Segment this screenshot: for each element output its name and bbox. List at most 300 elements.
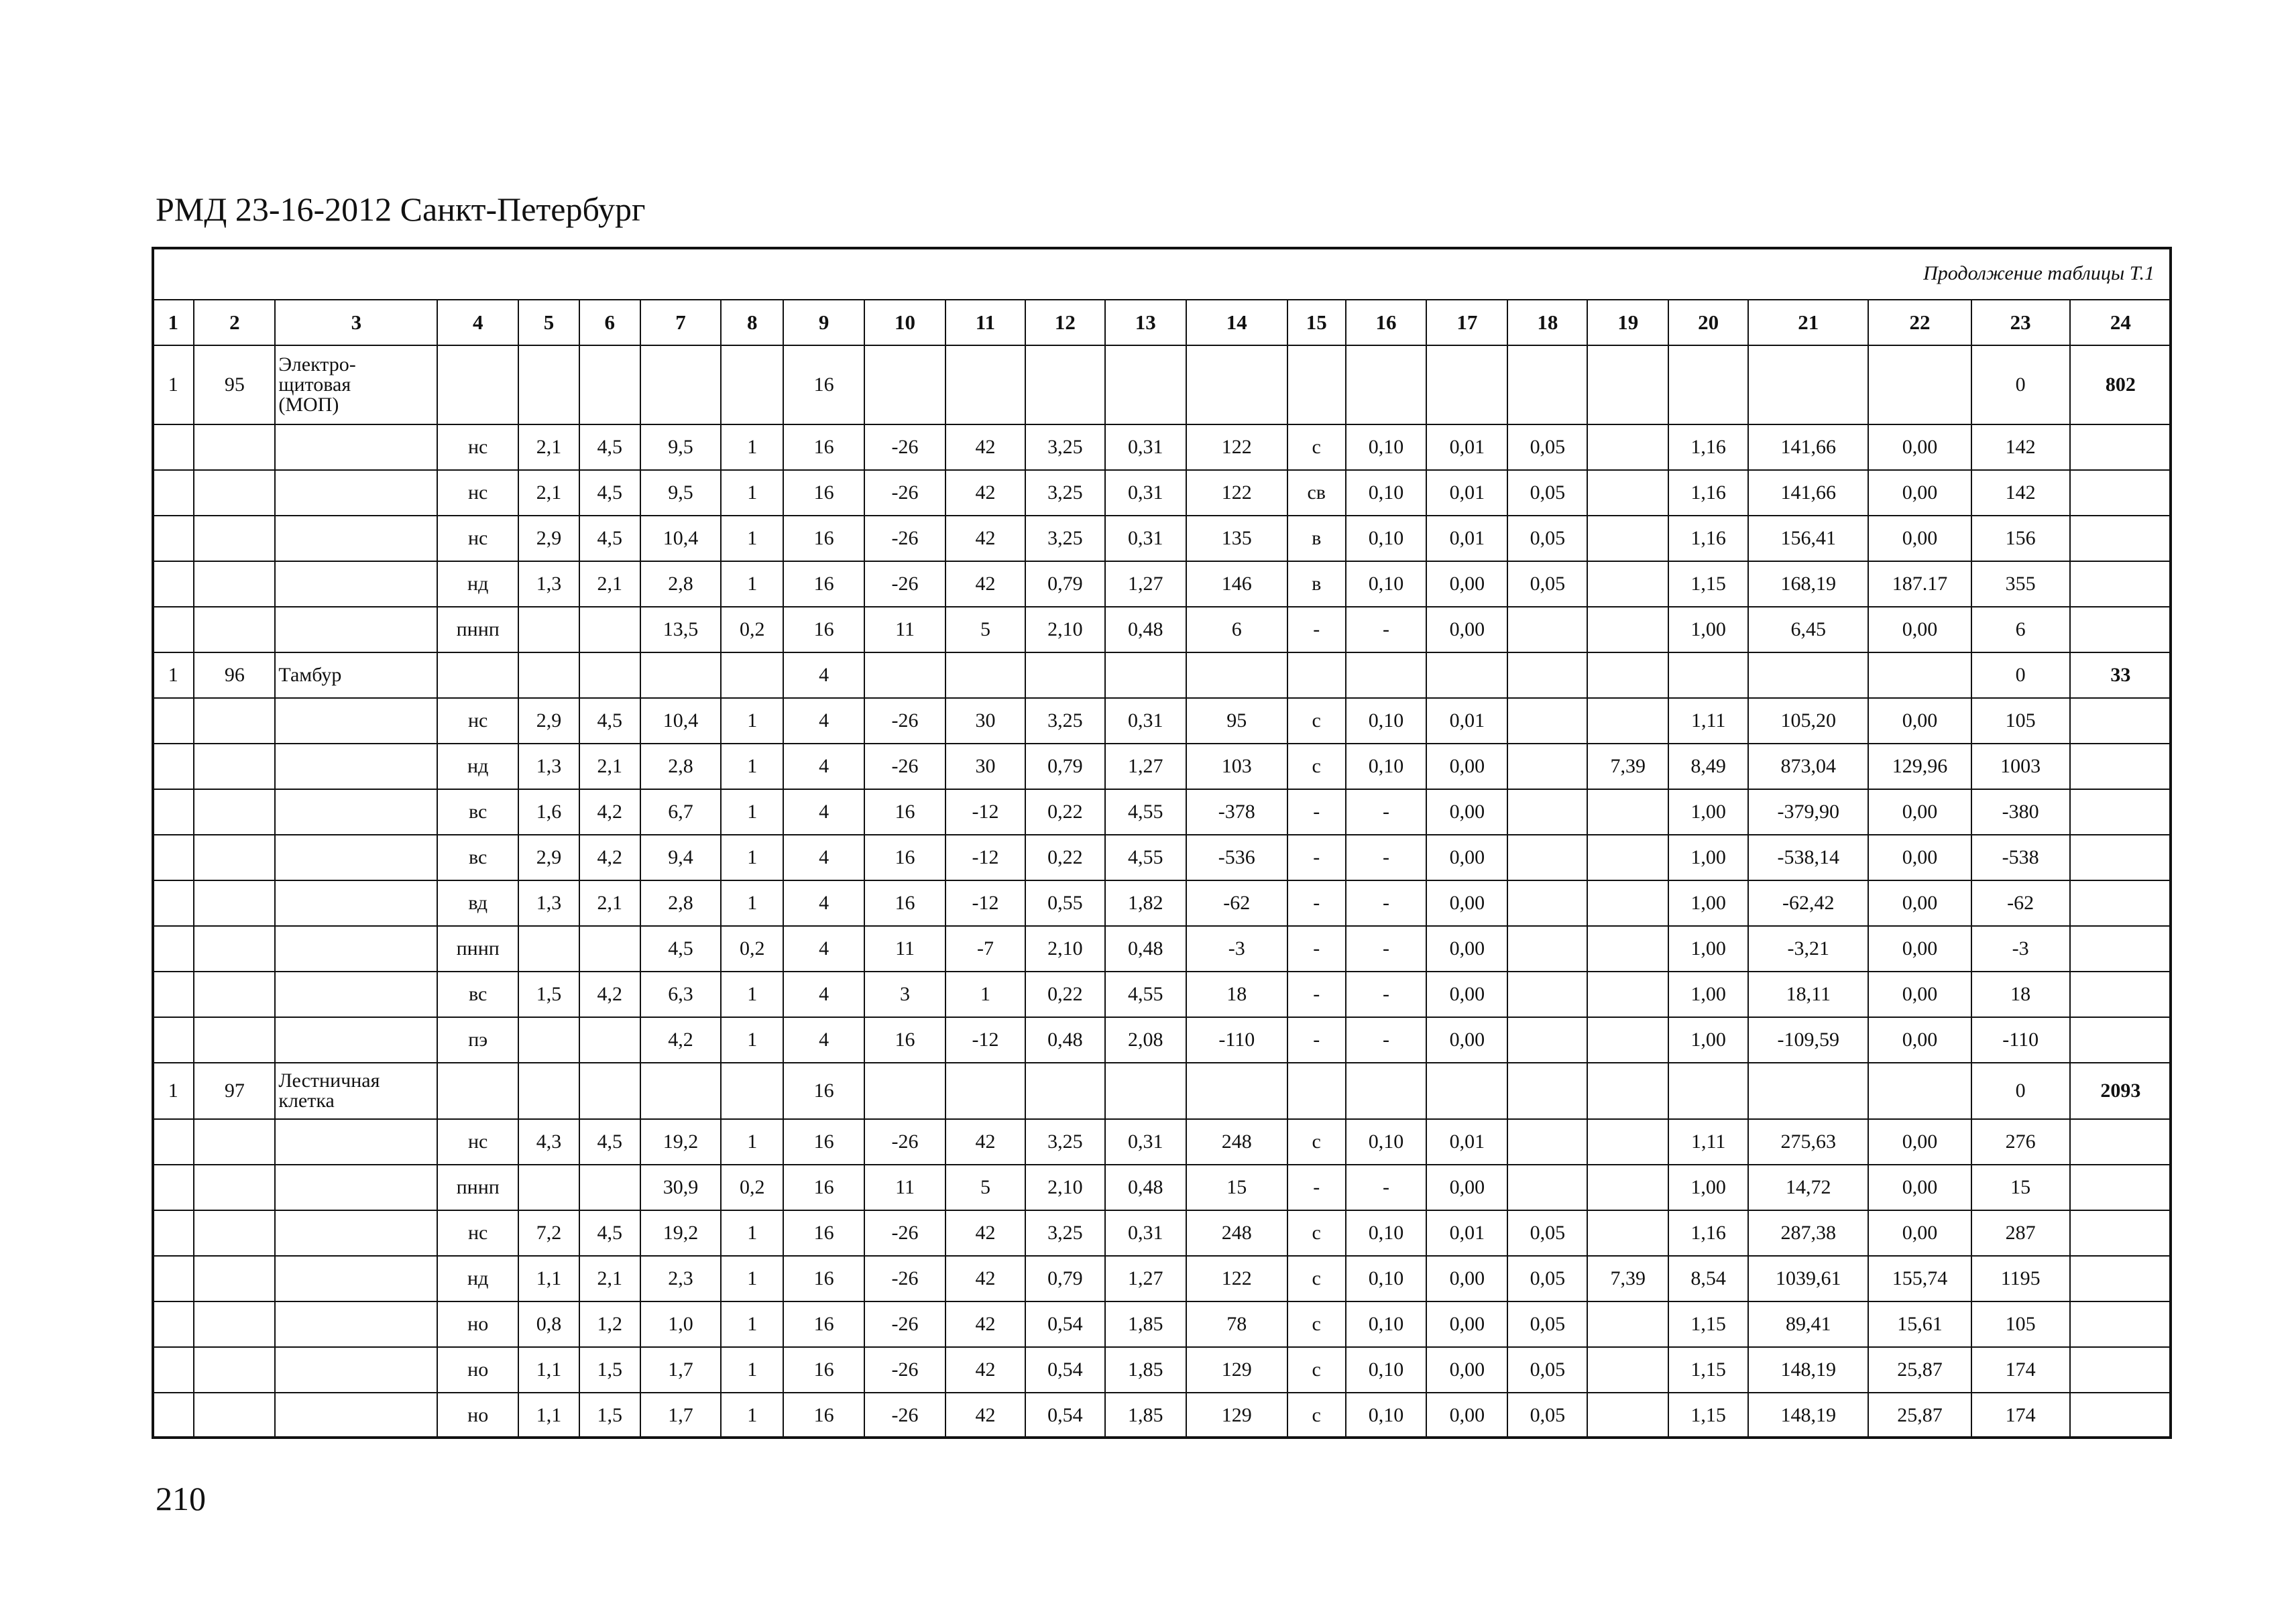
table-cell: 4,2 (579, 972, 640, 1017)
table-cell (152, 1347, 194, 1393)
table-cell: 0,54 (1025, 1393, 1105, 1438)
table-cell: 0,22 (1025, 789, 1105, 835)
table-cell: 0,31 (1105, 424, 1186, 470)
table-cell (1868, 1063, 1971, 1119)
document-title: РМД 23-16-2012 Санкт-Петербург (156, 190, 646, 228)
table-cell: 2,3 (640, 1256, 722, 1301)
table-cell: 4 (783, 835, 864, 880)
table-cell (152, 1017, 194, 1063)
table-cell: 3,25 (1025, 516, 1105, 561)
table-cell: 42 (945, 1119, 1025, 1165)
table-cell: 0,01 (1426, 1210, 1507, 1256)
table-cell: 1,7 (640, 1393, 722, 1438)
table-cell: 19,2 (640, 1119, 722, 1165)
table-cell (194, 835, 275, 880)
table-cell: 4,2 (640, 1017, 722, 1063)
table-cell: 4 (783, 880, 864, 926)
table-cell: 2,1 (579, 1256, 640, 1301)
table-cell (1507, 835, 1587, 880)
table-cell: 4 (783, 652, 864, 698)
table-cell (152, 1119, 194, 1165)
table-cell (152, 516, 194, 561)
table-cell: 1,16 (1668, 470, 1748, 516)
table-cell: 1195 (1971, 1256, 2070, 1301)
table-cell: с (1287, 698, 1346, 744)
table-cell (437, 345, 518, 424)
column-header: 22 (1868, 300, 1971, 345)
table-cell (1426, 652, 1507, 698)
table-cell: 0,00 (1868, 1165, 1971, 1210)
table-cell: 1 (721, 1210, 783, 1256)
table-cell (1287, 345, 1346, 424)
table-cell: -62 (1186, 880, 1287, 926)
table-cell (275, 607, 437, 652)
table-cell (518, 652, 579, 698)
table-cell: -12 (945, 1017, 1025, 1063)
table-cell (1668, 1063, 1748, 1119)
table-cell: 30,9 (640, 1165, 722, 1210)
table-cell: 0,55 (1025, 880, 1105, 926)
table-cell: 146 (1186, 561, 1287, 607)
table-cell (721, 1063, 783, 1119)
table-cell: -110 (1971, 1017, 2070, 1063)
table-cell: 0,48 (1105, 607, 1186, 652)
table-cell: но (437, 1347, 518, 1393)
table-cell: пннп (437, 607, 518, 652)
table-cell: 0,00 (1426, 926, 1507, 972)
table-cell (1507, 607, 1587, 652)
table-cell (152, 1301, 194, 1347)
table-cell (2070, 1210, 2171, 1256)
table-cell: 1,5 (579, 1393, 640, 1438)
table-cell (1025, 652, 1105, 698)
table-cell: 129,96 (1868, 744, 1971, 789)
table-cell: 0,10 (1346, 1347, 1427, 1393)
table-cell: - (1346, 789, 1427, 835)
table-cell (194, 1393, 275, 1438)
table-cell (1668, 345, 1748, 424)
table-cell: 248 (1186, 1119, 1287, 1165)
table-cell (2070, 1301, 2171, 1347)
table-cell (194, 880, 275, 926)
table-cell: 1 (721, 1256, 783, 1301)
table-cell: 0,00 (1868, 1017, 1971, 1063)
table-row (152, 1256, 2171, 1301)
table-cell (2070, 516, 2171, 561)
table-cell: 9,5 (640, 424, 722, 470)
table-cell: 6,3 (640, 972, 722, 1017)
table-cell (275, 516, 437, 561)
table-cell: 4 (783, 972, 864, 1017)
table-cell: 3,25 (1025, 1210, 1105, 1256)
table-cell (275, 1210, 437, 1256)
table-cell: 0,10 (1346, 424, 1427, 470)
table-cell (1587, 1301, 1668, 1347)
table-cell: с (1287, 1210, 1346, 1256)
table-cell (1507, 652, 1587, 698)
table-cell: -3 (1971, 926, 2070, 972)
table-cell: 0,10 (1346, 1256, 1427, 1301)
table-cell: 4,5 (640, 926, 722, 972)
table-row (152, 424, 2171, 470)
table-cell: 148,19 (1748, 1347, 1868, 1393)
table-cell: вс (437, 972, 518, 1017)
table-cell: - (1346, 607, 1427, 652)
table-cell: 287 (1971, 1210, 2070, 1256)
table-cell: 0,10 (1346, 516, 1427, 561)
column-header: 19 (1587, 300, 1668, 345)
table-cell: 2,08 (1105, 1017, 1186, 1063)
table-cell: 156 (1971, 516, 2070, 561)
table-cell: 1 (721, 1119, 783, 1165)
table-cell: 0,00 (1868, 470, 1971, 516)
table-cell: 2093 (2070, 1063, 2171, 1119)
table-cell: 1 (721, 1347, 783, 1393)
table-cell (152, 1393, 194, 1438)
table-cell: 16 (783, 345, 864, 424)
table-cell (152, 880, 194, 926)
table-cell: нс (437, 424, 518, 470)
table-cell: 15 (1186, 1165, 1287, 1210)
table-cell (194, 424, 275, 470)
table-cell: -109,59 (1748, 1017, 1868, 1063)
table-cell (275, 789, 437, 835)
table-cell (194, 607, 275, 652)
table-cell (152, 607, 194, 652)
table-cell: 13,5 (640, 607, 722, 652)
table-cell: 187.17 (1868, 561, 1971, 607)
table-cell: 155,74 (1868, 1256, 1971, 1301)
table-cell: 8,54 (1668, 1256, 1748, 1301)
table-cell: 0,00 (1868, 516, 1971, 561)
table-cell (275, 424, 437, 470)
table-cell: 0,31 (1105, 698, 1186, 744)
table-cell: 4,5 (579, 1119, 640, 1165)
table-cell (1507, 972, 1587, 1017)
table-cell (1507, 345, 1587, 424)
table-cell (1507, 744, 1587, 789)
table-cell: 0,00 (1868, 926, 1971, 972)
table-cell: -110 (1186, 1017, 1287, 1063)
table-cell (194, 789, 275, 835)
column-header: 14 (1186, 300, 1287, 345)
table-cell (152, 470, 194, 516)
table-cell: 0,00 (1426, 835, 1507, 880)
table-cell (1507, 1063, 1587, 1119)
table-cell (2070, 835, 2171, 880)
table-cell (152, 424, 194, 470)
column-header: 6 (579, 300, 640, 345)
table-cell: 0,00 (1868, 1119, 1971, 1165)
table-cell: 1,00 (1668, 972, 1748, 1017)
table-cell (864, 1063, 945, 1119)
table-cell (1346, 652, 1427, 698)
table-cell (579, 1017, 640, 1063)
column-header: 5 (518, 300, 579, 345)
table-cell: 1003 (1971, 744, 2070, 789)
table-cell: 156,41 (1748, 516, 1868, 561)
table-cell: 19,2 (640, 1210, 722, 1256)
table-cell: 11 (864, 926, 945, 972)
table-cell (2070, 1393, 2171, 1438)
table-cell: 16 (864, 880, 945, 926)
table-cell: - (1287, 972, 1346, 1017)
table-cell: 7,2 (518, 1210, 579, 1256)
table-cell: 0,54 (1025, 1347, 1105, 1393)
table-cell: 0,54 (1025, 1301, 1105, 1347)
table-cell: нс (437, 470, 518, 516)
table-cell (194, 470, 275, 516)
table-cell: 16 (864, 1017, 945, 1063)
table-cell: 25,87 (1868, 1347, 1971, 1393)
column-header: 18 (1507, 300, 1587, 345)
table-cell (275, 1165, 437, 1210)
table-cell (579, 345, 640, 424)
table-row (152, 1301, 2171, 1347)
table-cell (1587, 835, 1668, 880)
table-cell (1587, 652, 1668, 698)
table-cell: 0,01 (1426, 698, 1507, 744)
table-cell (640, 652, 722, 698)
table-cell: 25,87 (1868, 1393, 1971, 1438)
table-cell (579, 1165, 640, 1210)
table-row (152, 561, 2171, 607)
table-cell: -62 (1971, 880, 2070, 926)
table-cell (194, 1119, 275, 1165)
table-cell: 0,10 (1346, 744, 1427, 789)
table-cell: Тамбур (275, 652, 437, 698)
table-cell: 3,25 (1025, 424, 1105, 470)
table-cell (1507, 1017, 1587, 1063)
table-cell (579, 926, 640, 972)
table-cell: 0,10 (1346, 470, 1427, 516)
table-cell: 122 (1186, 424, 1287, 470)
table-cell (1587, 424, 1668, 470)
table-cell: 1,00 (1668, 789, 1748, 835)
table-cell (437, 1063, 518, 1119)
table-cell: 0,05 (1507, 1210, 1587, 1256)
table-cell: вс (437, 835, 518, 880)
table-cell: 4 (783, 698, 864, 744)
table-cell: 2,8 (640, 880, 722, 926)
table-cell (1587, 880, 1668, 926)
table-cell: 141,66 (1748, 424, 1868, 470)
table-cell (2070, 698, 2171, 744)
table-cell: 122 (1186, 1256, 1287, 1301)
table-cell (1186, 345, 1287, 424)
table-cell: 2,10 (1025, 1165, 1105, 1210)
table-cell (2070, 424, 2171, 470)
table-cell: 42 (945, 1210, 1025, 1256)
table-cell (275, 1393, 437, 1438)
table-cell (275, 1119, 437, 1165)
table-cell: 9,5 (640, 470, 722, 516)
table-cell: 18 (1186, 972, 1287, 1017)
table-row (152, 1165, 2171, 1210)
table-cell: 16 (783, 1063, 864, 1119)
table-cell: -26 (864, 1119, 945, 1165)
table-cell (437, 652, 518, 698)
table-cell (275, 972, 437, 1017)
table-row (152, 744, 2171, 789)
table-cell: 0,10 (1346, 1393, 1427, 1438)
table-cell (2070, 1017, 2171, 1063)
table-cell: 4 (783, 1017, 864, 1063)
column-header: 12 (1025, 300, 1105, 345)
table-caption: Продолжение таблицы Т.1 (1923, 262, 2155, 284)
table-cell: 16 (783, 607, 864, 652)
table-cell (1507, 880, 1587, 926)
table-cell (1668, 652, 1748, 698)
table-cell: вс (437, 789, 518, 835)
table-cell: в (1287, 561, 1346, 607)
table-cell: 1 (945, 972, 1025, 1017)
table-cell (864, 652, 945, 698)
table-row (152, 345, 2171, 424)
table-cell: 142 (1971, 424, 2070, 470)
table-cell: 129 (1186, 1393, 1287, 1438)
table-cell: 16 (783, 1165, 864, 1210)
table-cell: с (1287, 1119, 1346, 1165)
table-cell: 141,66 (1748, 470, 1868, 516)
table-cell: -26 (864, 1301, 945, 1347)
table-cell: 1,1 (518, 1393, 579, 1438)
table-cell: 10,4 (640, 698, 722, 744)
table-cell: -26 (864, 516, 945, 561)
table-cell: - (1287, 926, 1346, 972)
column-header: 3 (275, 300, 437, 345)
table-cell: 0,00 (1426, 1017, 1507, 1063)
table-row (152, 926, 2171, 972)
table-cell: 7,39 (1587, 1256, 1668, 1301)
table-cell: 248 (1186, 1210, 1287, 1256)
table-cell (1868, 652, 1971, 698)
table-cell (1186, 652, 1287, 698)
table-cell: -536 (1186, 835, 1287, 880)
table-cell: - (1346, 880, 1427, 926)
table-cell (194, 516, 275, 561)
table-cell: 0 (1971, 652, 2070, 698)
table-cell: нс (437, 1119, 518, 1165)
table-cell: 276 (1971, 1119, 2070, 1165)
table-cell: 1,1 (518, 1256, 579, 1301)
table-cell: -62,42 (1748, 880, 1868, 926)
table-cell: 1039,61 (1748, 1256, 1868, 1301)
table-cell: 8,49 (1668, 744, 1748, 789)
table-cell (2070, 561, 2171, 607)
table-cell: 0,48 (1025, 1017, 1105, 1063)
table-cell: 0,05 (1507, 470, 1587, 516)
table-cell (1748, 652, 1868, 698)
table-cell (275, 1347, 437, 1393)
table-cell (579, 652, 640, 698)
table-cell: 174 (1971, 1393, 2070, 1438)
table-cell: 0,00 (1426, 1165, 1507, 1210)
table-cell: 1,16 (1668, 1210, 1748, 1256)
table-cell: 4 (783, 789, 864, 835)
table-cell: 1,11 (1668, 1119, 1748, 1165)
table-cell: 0,2 (721, 926, 783, 972)
table-cell (1426, 1063, 1507, 1119)
table-cell: 1 (721, 880, 783, 926)
table-cell: -12 (945, 880, 1025, 926)
table-cell: 1,16 (1668, 516, 1748, 561)
table-cell: св (1287, 470, 1346, 516)
table-cell: 96 (194, 652, 275, 698)
table-cell: 802 (2070, 345, 2171, 424)
table-cell: 4,3 (518, 1119, 579, 1165)
table-cell: 15,61 (1868, 1301, 1971, 1347)
table-cell (2070, 1347, 2171, 1393)
table-cell: -26 (864, 1256, 945, 1301)
table-cell: 1,00 (1668, 835, 1748, 880)
table-cell: 1 (721, 789, 783, 835)
table-cell: 0 (1971, 345, 2070, 424)
table-cell: 0,79 (1025, 561, 1105, 607)
column-header: 20 (1668, 300, 1748, 345)
table-cell: 11 (864, 1165, 945, 1210)
table-cell: 97 (194, 1063, 275, 1119)
table-cell: 1,85 (1105, 1393, 1186, 1438)
table-cell (1105, 1063, 1186, 1119)
table-cell: 1,2 (579, 1301, 640, 1347)
table-cell: 16 (783, 1256, 864, 1301)
table-cell: пннп (437, 1165, 518, 1210)
table-cell: 0,01 (1426, 1119, 1507, 1165)
table-cell: 42 (945, 424, 1025, 470)
table-cell (194, 926, 275, 972)
table-cell: 1 (721, 424, 783, 470)
table-cell: 105,20 (1748, 698, 1868, 744)
table-cell: 1 (152, 1063, 194, 1119)
table-cell (721, 345, 783, 424)
table-cell: 0,00 (1868, 789, 1971, 835)
table-cell (152, 561, 194, 607)
table-cell (1186, 1063, 1287, 1119)
table-cell: - (1287, 835, 1346, 880)
table-cell (152, 1256, 194, 1301)
table-cell (518, 345, 579, 424)
table-cell: 4,55 (1105, 789, 1186, 835)
table-cell (194, 1301, 275, 1347)
table-cell: 0,05 (1507, 1256, 1587, 1301)
table-cell: 0,00 (1868, 1210, 1971, 1256)
table-cell: с (1287, 424, 1346, 470)
table-row (152, 516, 2171, 561)
table-row (152, 1017, 2171, 1063)
table-cell: 0,48 (1105, 1165, 1186, 1210)
table-cell (2070, 1119, 2171, 1165)
table-cell: но (437, 1393, 518, 1438)
table-cell: 1,11 (1668, 698, 1748, 744)
table-cell (1868, 345, 1971, 424)
table-cell (275, 835, 437, 880)
table-cell: 0,05 (1507, 424, 1587, 470)
table-cell: 78 (1186, 1301, 1287, 1347)
table-cell: 355 (1971, 561, 2070, 607)
table-cell: 16 (783, 1347, 864, 1393)
table-cell (864, 345, 945, 424)
table-cell (1587, 1393, 1668, 1438)
table-row (152, 835, 2171, 880)
table-cell: 1,27 (1105, 561, 1186, 607)
table-cell (152, 789, 194, 835)
table-cell: 0,00 (1426, 1256, 1507, 1301)
table-cell: 1,16 (1668, 424, 1748, 470)
table-cell: 0,05 (1507, 1347, 1587, 1393)
data-table (152, 299, 2172, 1439)
table-cell: 95 (1186, 698, 1287, 744)
